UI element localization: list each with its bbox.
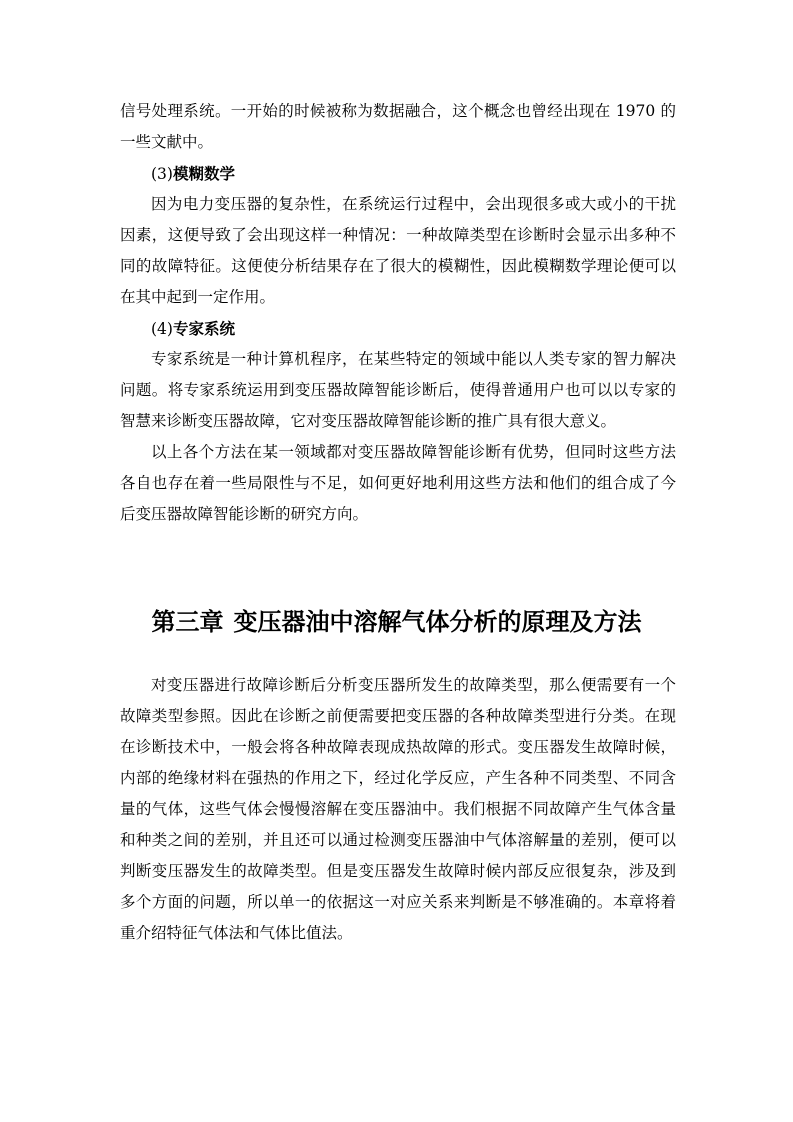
subheading-number: (4)	[151, 320, 173, 338]
chapter-heading: 变压器油中溶解气体分析的原理及方法	[233, 608, 642, 636]
expert-system-paragraph: 专家系统是一种计算机程序，在某些特定的领域中能以人类专家的智力解决问题。将专家系统运用到变压器故障智能诊断后，使得普通用户也可以以专家的智慧来诊断变压器故障，它对变压器故障智能诊断的推广具有很大意义。	[120, 350, 676, 430]
chapter-intro-paragraph: 对变压器进行故障诊断后分析变压器所发生的故障类型，那么便需要有一个故障类型参照。因此在诊断之前便需要把变压器的各种故障类型进行分类。在现在诊断技术中，一般会将各种故障表现成热故障的形式。变压器发生故障时候，内部的绝缘材料在强热的作用之下，经过化学反应，产生各种不同类型、不同含量的气体，这些气体会慢慢溶解在变压器油中。我们根据不同故障产生气体含量和种类之间的差别，并且还可以通过检测变压器油中气体溶解量的差别，便可以判断变压器发生的故障类型。但是变压器发生故障时候内部反应很复杂，涉及到多个方面的问题，所以单一的依据这一对应关系来判断是不够准确的。本章将着重介绍特征气体法和气体比值法。	[120, 676, 676, 942]
subheading-fuzzy-math	[151, 158, 235, 190]
subheading-number: (3)	[151, 165, 173, 183]
subheading-expert-system	[151, 313, 235, 345]
subheading-text: 模糊数学	[172, 164, 235, 183]
chapter-number: 第三章	[151, 608, 224, 636]
continuation-paragraph: 信号处理系统。一开始的时候被称为数据融合，这个概念也曾经出现在 1970 的一些文献中。	[120, 102, 676, 151]
fuzzy-math-paragraph: 因为电力变压器的复杂性，在系统运行过程中，会出现很多或大或小的干扰因素，这便导致了会出现这样一种情况：一种故障类型在诊断时会显示出多种不同的故障特征。这便使分析结果存在了很大的模糊性，因此模糊数学理论便可以在其中起到一定作用。	[120, 195, 676, 306]
subheading-text: 专家系统	[172, 319, 235, 338]
summary-paragraph: 以上各个方法在某一领域都对变压器故障智能诊断有优势，但同时这些方法各自也存在着一些局限性与不足，如何更好地利用这些方法和他们的组合成了今后变压器故障智能诊断的研究方向。	[120, 443, 676, 523]
chapter-title	[0, 600, 793, 644]
